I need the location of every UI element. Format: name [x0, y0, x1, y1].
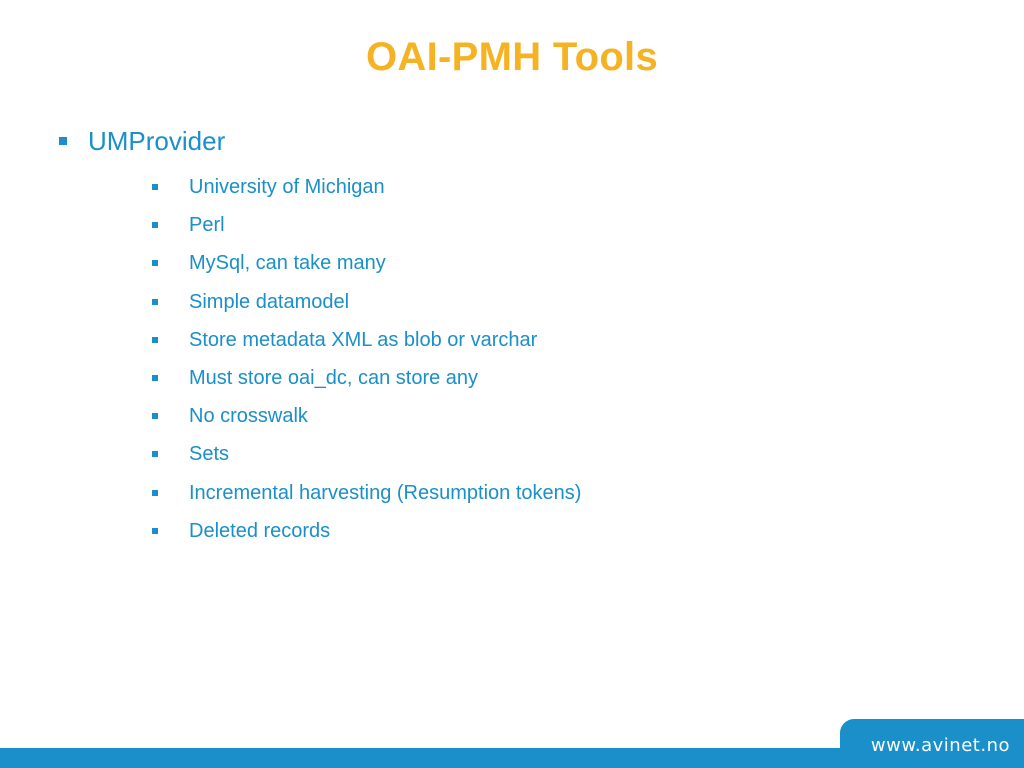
footer-url: www.avinet.no: [870, 735, 1010, 756]
sub-bullet-label: No crosswalk: [189, 405, 308, 428]
sub-bullet-item: [152, 244, 581, 282]
square-bullet-icon: [152, 528, 158, 534]
sub-bullet-label: MySql, can take many: [189, 252, 386, 275]
sub-bullet-item: [152, 359, 581, 397]
sub-bullet-item: [152, 474, 581, 512]
square-bullet-icon: [152, 375, 158, 381]
sub-bullet-label: Must store oai_dc, can store any: [189, 367, 479, 390]
sub-bullet-item: [152, 512, 581, 550]
square-bullet-icon: [152, 451, 158, 457]
sub-bullet-item: [152, 168, 581, 206]
sub-bullet-item: [152, 435, 581, 473]
sub-bullet-label: Deleted records: [189, 519, 331, 542]
sub-bullet-label: Sets: [189, 443, 230, 466]
sub-bullet-label: Incremental harvesting (Resumption tokens): [189, 481, 582, 504]
square-bullet-icon: [152, 490, 158, 496]
footer-url-tab: [840, 719, 1024, 768]
sub-bullet-item: [152, 397, 581, 435]
sub-bullet-label: Perl: [189, 214, 225, 237]
sub-bullet-item: [152, 321, 581, 359]
sub-bullet-item: [152, 283, 581, 321]
square-bullet-icon: [152, 260, 158, 266]
bullet-item-umprovider: [59, 124, 225, 158]
sub-bullet-item: [152, 206, 581, 244]
square-bullet-icon: [152, 337, 158, 343]
square-bullet-icon: [59, 137, 67, 145]
square-bullet-icon: [152, 299, 158, 305]
sub-bullet-label: University of Michigan: [189, 176, 385, 199]
square-bullet-icon: [152, 184, 158, 190]
bullet-label: UMProvider: [88, 126, 226, 156]
slide-title: OAI-PMH Tools: [365, 35, 659, 79]
sub-bullet-list: [152, 168, 581, 550]
square-bullet-icon: [152, 413, 158, 419]
sub-bullet-label: Simple datamodel: [189, 290, 350, 313]
sub-bullet-label: Store metadata XML as blob or varchar: [189, 328, 538, 351]
square-bullet-icon: [152, 222, 158, 228]
